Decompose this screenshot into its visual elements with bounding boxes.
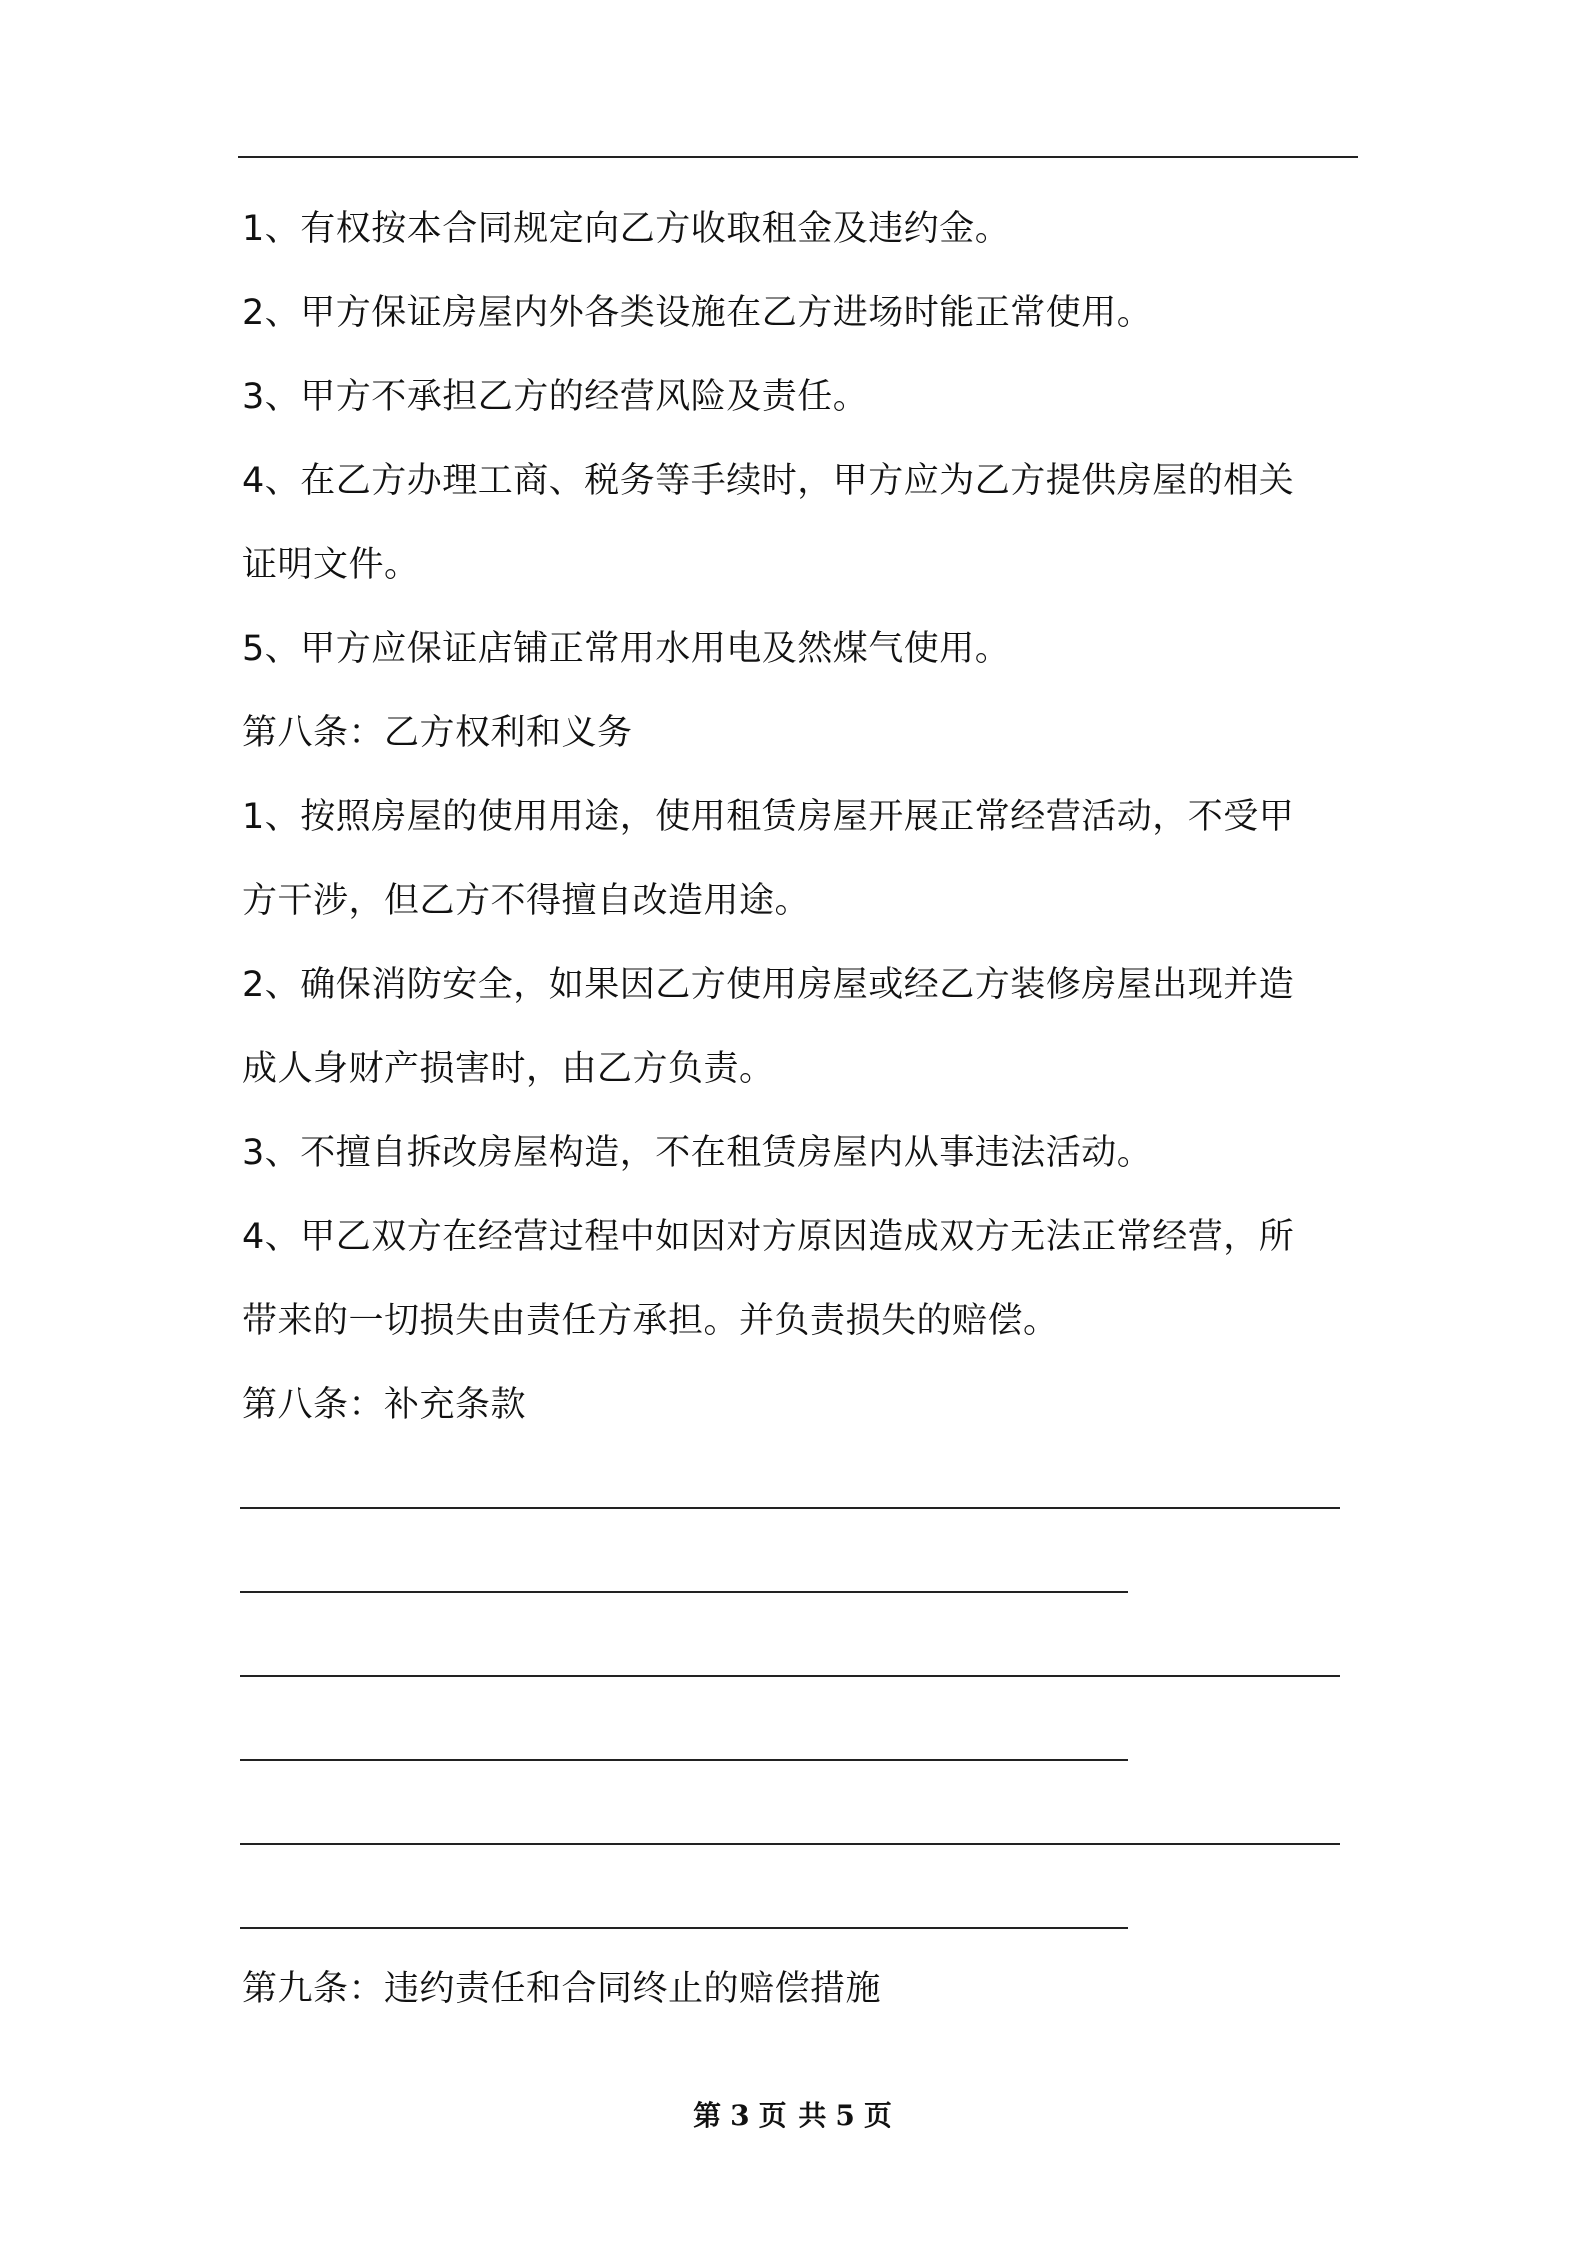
clause-line: 方干涉，但乙方不得擅自改造用途。 bbox=[242, 881, 811, 921]
clause-line: 2、甲方保证房屋内外各类设施在乙方进场时能正常使用。 bbox=[242, 293, 1153, 333]
clause-line: 证明文件。 bbox=[242, 545, 420, 585]
footer-current-page: 3 bbox=[730, 2099, 751, 2132]
footer-total-pages: 5 bbox=[835, 2099, 856, 2132]
fill-in-line[interactable] bbox=[240, 1675, 1340, 1677]
clause-line: 3、甲方不承担乙方的经营风险及责任。 bbox=[242, 377, 869, 417]
fill-in-line[interactable] bbox=[240, 1927, 1128, 1929]
clause-line: 1、按照房屋的使用用途，使用租赁房屋开展正常经营活动，不受甲 bbox=[242, 797, 1295, 837]
page-number-footer bbox=[0, 2094, 1586, 2134]
section-heading: 第八条：补充条款 bbox=[242, 1385, 527, 1425]
clause-line: 5、甲方应保证店铺正常用水用电及然煤气使用。 bbox=[242, 629, 1011, 669]
clause-line: 2、确保消防安全，如果因乙方使用房屋或经乙方装修房屋出现并造 bbox=[242, 965, 1295, 1005]
section-heading: 第九条：违约责任和合同终止的赔偿措施 bbox=[242, 1969, 882, 2009]
fill-in-line[interactable] bbox=[240, 1507, 1340, 1509]
fill-in-line[interactable] bbox=[240, 1843, 1340, 1845]
clause-line: 带来的一切损失由责任方承担。并负责损失的赔偿。 bbox=[242, 1301, 1059, 1341]
header-rule bbox=[238, 156, 1358, 158]
clause-line: 成人身财产损害时，由乙方负责。 bbox=[242, 1049, 775, 1089]
footer-middle: 页 共 bbox=[758, 2099, 828, 2132]
fill-in-line[interactable] bbox=[240, 1759, 1128, 1761]
footer-prefix: 第 bbox=[693, 2099, 723, 2132]
footer-suffix: 页 bbox=[863, 2099, 893, 2132]
clause-line: 4、甲乙双方在经营过程中如因对方原因造成双方无法正常经营，所 bbox=[242, 1217, 1295, 1257]
clause-line: 4、在乙方办理工商、税务等手续时，甲方应为乙方提供房屋的相关 bbox=[242, 461, 1295, 501]
section-heading: 第八条：乙方权利和义务 bbox=[242, 713, 633, 753]
clause-line: 3、不擅自拆改房屋构造，不在租赁房屋内从事违法活动。 bbox=[242, 1133, 1153, 1173]
clause-line: 1、有权按本合同规定向乙方收取租金及违约金。 bbox=[242, 209, 1011, 249]
fill-in-line[interactable] bbox=[240, 1591, 1128, 1593]
